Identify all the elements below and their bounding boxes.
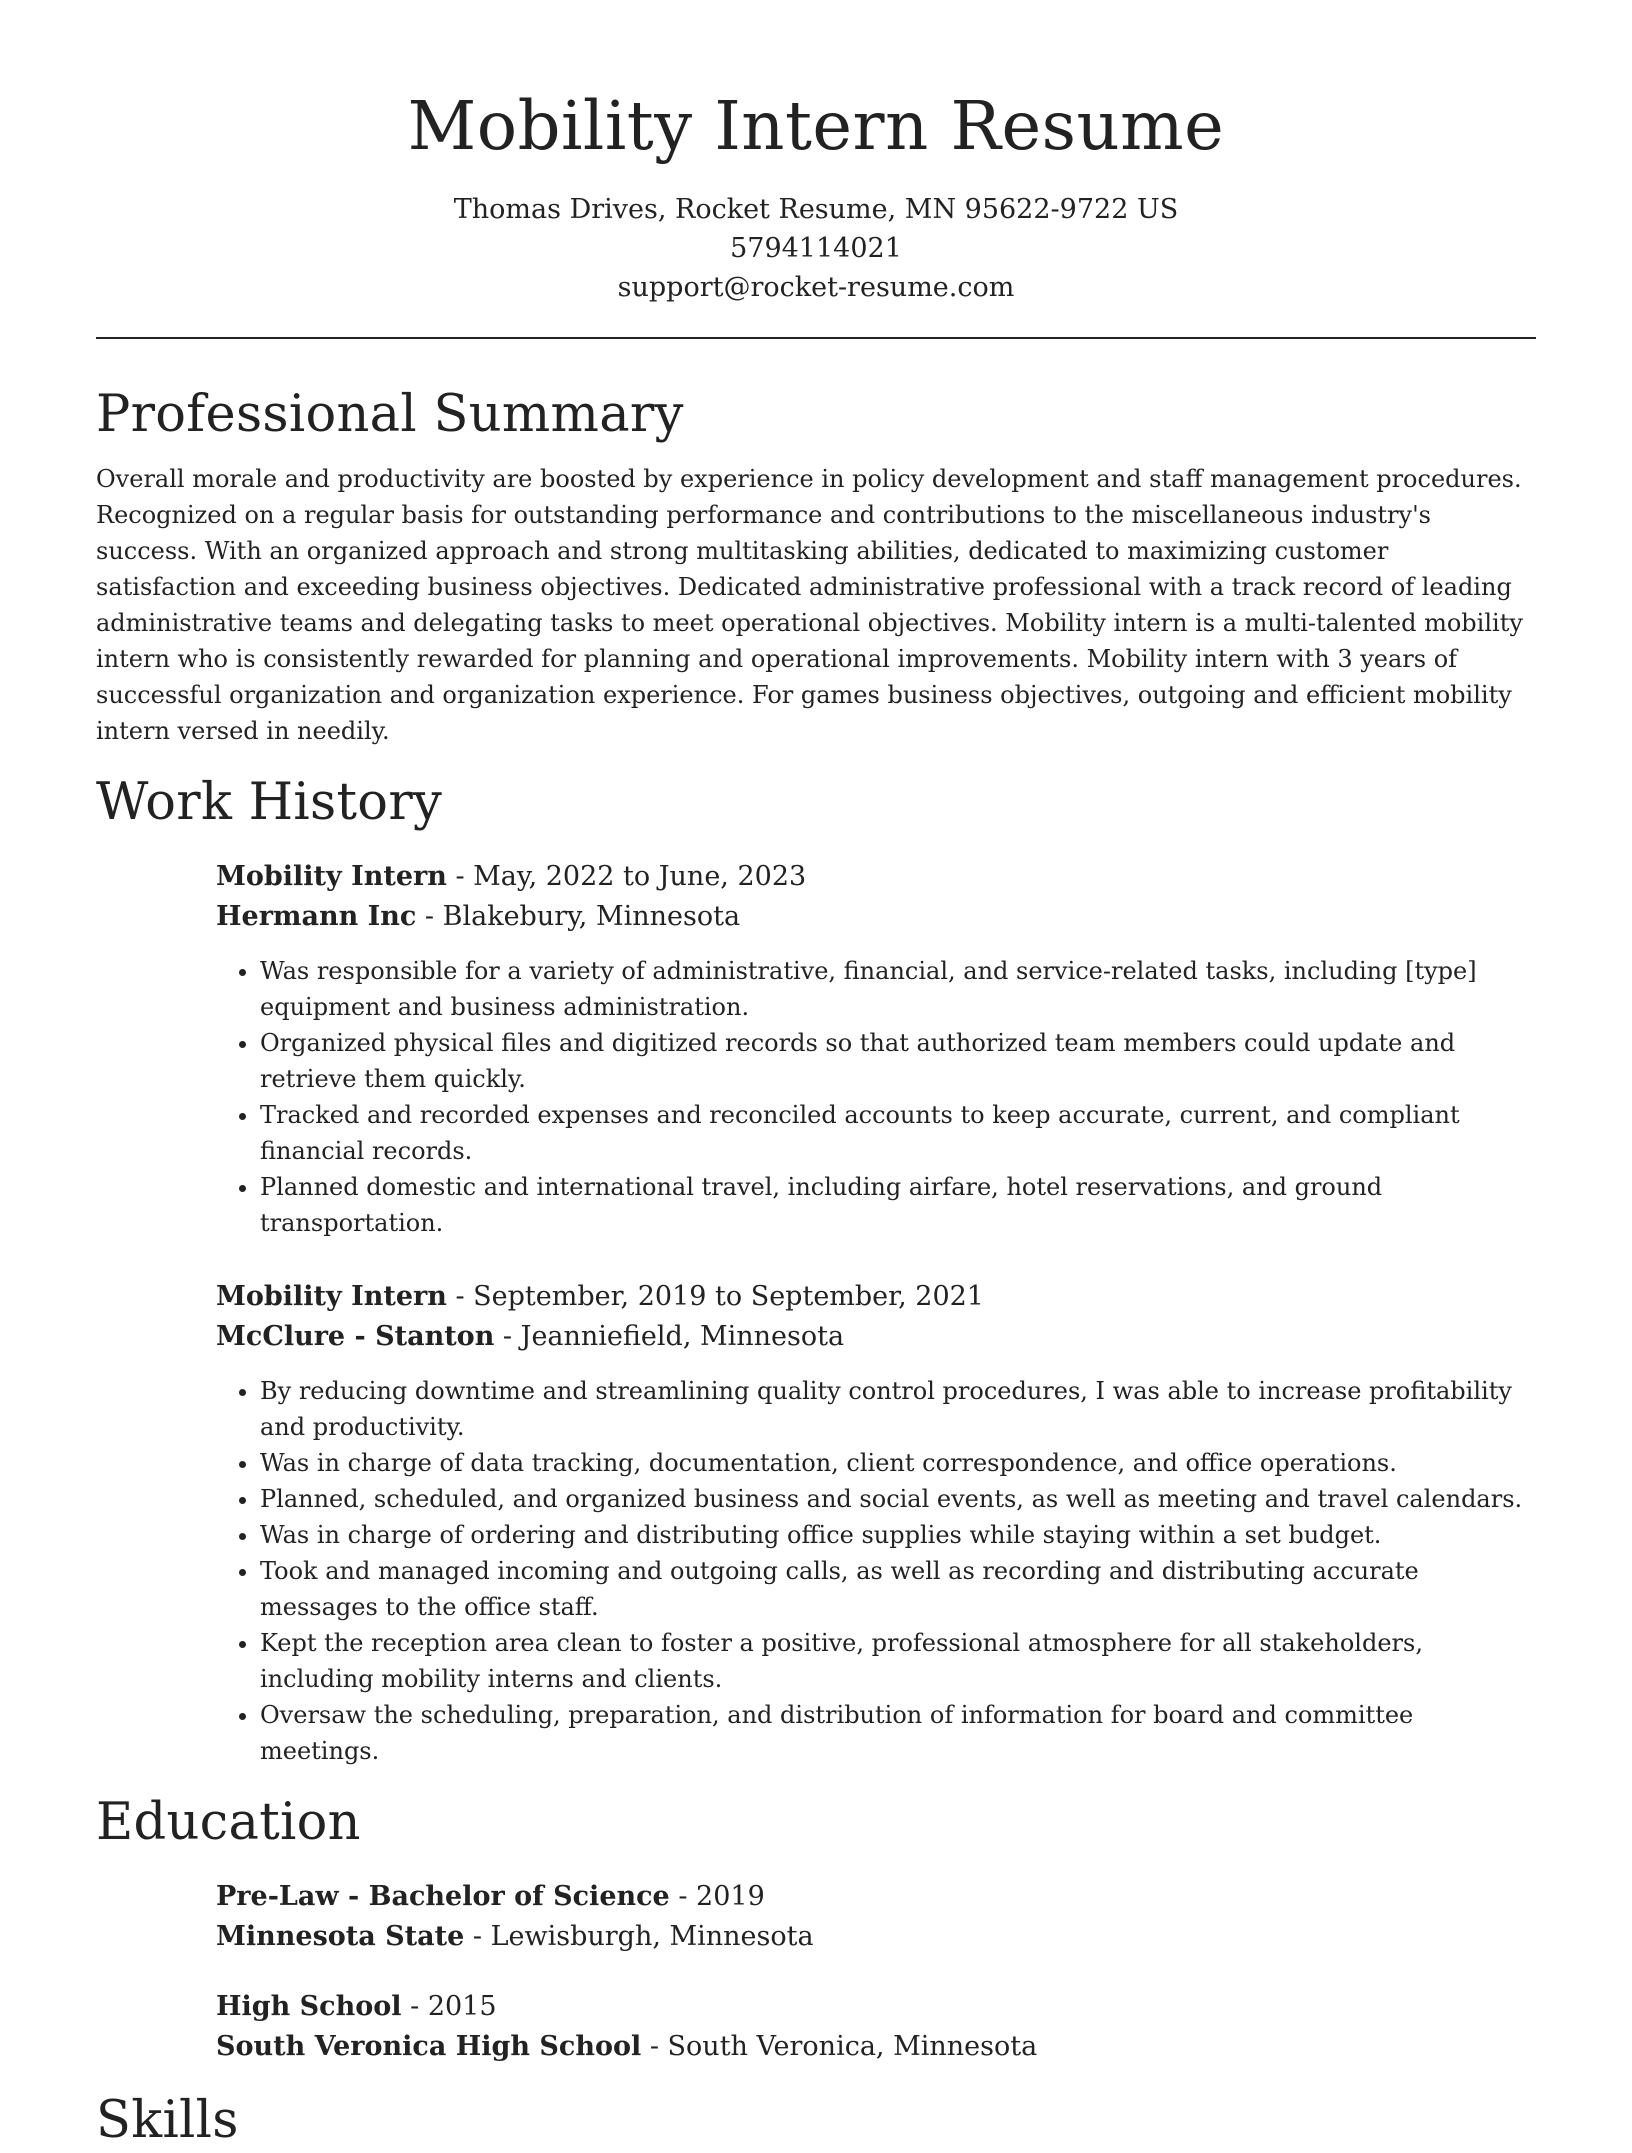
- job-duties: [216, 1373, 1536, 1769]
- education-section: [96, 1791, 1536, 2067]
- education-degree-line: [216, 1987, 1536, 2027]
- summary-heading: Professional Summary: [96, 385, 684, 444]
- work-history-section: [96, 771, 1536, 1769]
- education-degree: High School: [216, 1991, 402, 2022]
- contact-address: Thomas Drives, Rocket Resume, MN 95622-9722 US: [453, 194, 1179, 225]
- list-item: • Was in charge of data tracking, documentation, client correspondence, and office operations.: [260, 1445, 1536, 1481]
- education-heading: Education: [96, 1793, 361, 1852]
- list-item: • Organized physical files and digitized records so that authorized team members could update and retrieve them quickly.: [260, 1025, 1536, 1097]
- list-item: • Was responsible for a variety of administrative, financial, and service-related tasks, including [type] equipment and business administration.: [260, 953, 1536, 1025]
- job-dates: - May, 2022 to June, 2023: [446, 861, 807, 892]
- list-item: • Took and managed incoming and outgoing calls, as well as recording and distributing accurate messages to the office staff.: [260, 1553, 1536, 1625]
- contact-email: support@rocket-resume.com: [617, 272, 1015, 303]
- job-duties: [216, 953, 1536, 1241]
- job-company: McClure - Stanton: [216, 1321, 495, 1352]
- skills-section: [96, 2089, 1536, 2153]
- list-item: • Tracked and recorded expenses and reconciled accounts to keep accurate, current, and compliant financial records.: [260, 1097, 1536, 1169]
- contact-block: [96, 190, 1536, 307]
- education-entry: [216, 1877, 1536, 1957]
- list-item: • By reducing downtime and streamlining quality control procedures, I was able to increase profitability and productivity.: [260, 1373, 1536, 1445]
- education-year: - 2015: [401, 1991, 497, 2022]
- job-dates: - September, 2019 to September, 2021: [446, 1281, 984, 1312]
- education-school-line: [216, 1917, 1536, 1957]
- education-degree-line: [216, 1877, 1536, 1917]
- job-company-line: [216, 897, 1536, 937]
- list-item: • Kept the reception area clean to foster a positive, professional atmosphere for all stakeholders, including mobility interns and clients.: [260, 1625, 1536, 1697]
- education-school: South Veronica High School: [216, 2031, 642, 2062]
- resume-header: [96, 0, 1536, 339]
- education-location: - Lewisburgh, Minnesota: [464, 1921, 814, 1952]
- education-degree: Pre-Law - Bachelor of Science: [216, 1881, 670, 1912]
- job-entry: [216, 1277, 1536, 1769]
- education-school-line: [216, 2027, 1536, 2067]
- job-entry: [216, 857, 1536, 1241]
- education-location: - South Veronica, Minnesota: [641, 2031, 1038, 2062]
- contact-phone: 5794114021: [730, 233, 902, 264]
- summary-text: Overall morale and productivity are boosted by experience in policy development and staff management procedures. Recognized on a regular basis for outstanding performance and contributions to the miscellaneous industry's success. With an organized approach and strong multitasking abilities, dedicated to maximizing customer satisfaction and exceeding business objectives. Dedicated administrative professional with a track record of leading administrative teams and delegating tasks to meet operational objectives. Mobility intern is a multi-talented mobility intern who is consistently rewarded for planning and operational improvements. Mobility intern with 3 years of successful organization and organization experience. For games business objectives, outgoing and efficient mobility intern versed in needily.: [96, 465, 1523, 745]
- education-year: - 2019: [669, 1881, 765, 1912]
- education-school: Minnesota State: [216, 1921, 465, 1952]
- list-item: • Planned domestic and international travel, including airfare, hotel reservations, and ground transportation.: [260, 1169, 1536, 1241]
- job-title: Mobility Intern: [216, 861, 447, 892]
- job-location: - Blakebury, Minnesota: [416, 901, 741, 932]
- job-location: - Jeanniefield, Minnesota: [494, 1321, 845, 1352]
- education-entry: [216, 1987, 1536, 2067]
- list-item: • Planned, scheduled, and organized business and social events, as well as meeting and travel calendars.: [260, 1481, 1536, 1517]
- job-title: Mobility Intern: [216, 1281, 447, 1312]
- list-item: • Was in charge of ordering and distributing office supplies while staying within a set budget.: [260, 1517, 1536, 1553]
- job-title-line: [216, 1277, 1536, 1317]
- job-company-line: [216, 1317, 1536, 1357]
- resume-page: [96, 0, 1536, 2153]
- job-title-line: [216, 857, 1536, 897]
- skills-heading: Skills: [96, 2091, 239, 2150]
- summary-section: [96, 383, 1536, 749]
- list-item: • Oversaw the scheduling, preparation, and distribution of information for board and committee meetings.: [260, 1697, 1536, 1769]
- job-company: Hermann Inc: [216, 901, 417, 932]
- header-divider: [96, 337, 1536, 339]
- work-history-heading: Work History: [96, 773, 443, 832]
- resume-title: Mobility Intern Resume: [407, 87, 1225, 165]
